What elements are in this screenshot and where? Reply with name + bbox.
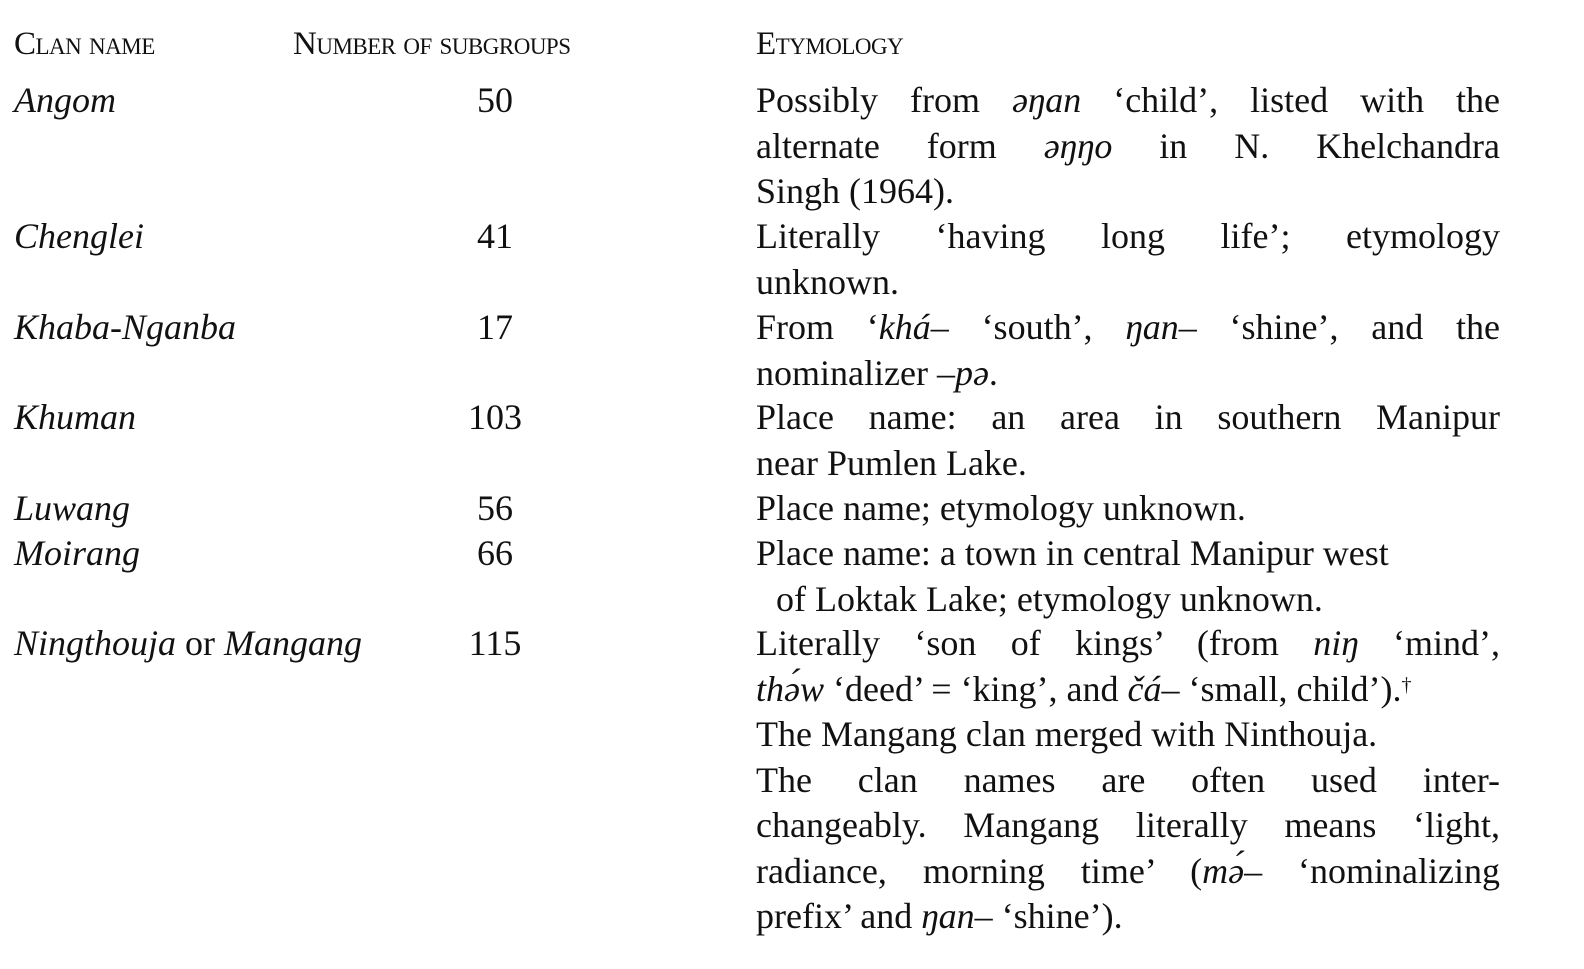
italic-term: ŋan– (1125, 307, 1197, 347)
header-clan-name: Clan name (14, 26, 155, 62)
etymology-cell (756, 214, 1500, 305)
etymology-cell (756, 621, 1500, 940)
italic-term: əŋan (1011, 80, 1082, 120)
etymology-line: The Mangang clan merged with Ninthouja. (756, 714, 1378, 754)
subgroup-count: 66 (477, 533, 513, 573)
etymology-cell (756, 395, 1500, 486)
subgroup-count: 41 (477, 216, 513, 256)
etymology-line: Literally ‘son of kings’ (from niŋ ‘mind’, (756, 623, 1500, 663)
etymology-line: changeably. Mangang literally means ‘light, (756, 805, 1500, 845)
subgroup-count: 56 (477, 488, 513, 528)
etymology-line: The clan names are often used inter- (756, 759, 1500, 800)
etymology-line: Place name: a town in central Manipur west (756, 533, 1389, 573)
italic-term: thə́w (756, 668, 824, 709)
etymology-cell (756, 305, 1500, 396)
header-number-of-subgroups: Number of subgroups (293, 26, 571, 62)
etymology-line: alternate form əŋŋo in N. Khelchandra (756, 125, 1501, 166)
etymology-line: Literally ‘having long life’; etymology (756, 216, 1500, 256)
etymology-line: From ‘khá– ‘south’, ŋan– ‘shine’, and the (756, 307, 1500, 347)
clan-name-text: Luwang (14, 488, 131, 528)
clan-name-text: Angom (14, 80, 116, 120)
etymology-line: prefix’ and ŋan– ‘shine’). (756, 896, 1123, 936)
clan-name (14, 531, 140, 576)
etymology-line: thə́w ‘deed’ = ‘king’, and čá– ‘small, child’).† (756, 668, 1412, 709)
etymology-line: radiance, morning time’ (mə́– ‘nominalizing (756, 850, 1500, 891)
italic-term: əŋŋo (1043, 125, 1113, 166)
clan-name (14, 486, 130, 531)
clan-name (14, 78, 116, 123)
subgroup-count: 17 (477, 307, 513, 347)
etymology-line: near Pumlen Lake. (756, 442, 1027, 483)
etymology-line: Place name; etymology unknown. (756, 488, 1246, 528)
clan-name-text: Moirang (14, 533, 140, 573)
subgroup-count: 115 (468, 623, 522, 663)
italic-term: khá– (878, 307, 949, 347)
italic-term: čá– (1127, 668, 1180, 709)
italic-term: mə́– (1202, 850, 1263, 891)
subgroup-count: 50 (477, 80, 513, 120)
etymology-line: unknown. (756, 261, 899, 302)
etymology-cell (756, 486, 1500, 532)
clan-name (14, 214, 144, 259)
etymology-line: Singh (1964). (756, 171, 954, 211)
clan-name (14, 305, 236, 350)
etymology-line: Possibly from əŋan ‘child’, listed with the (756, 80, 1501, 120)
etymology-line: Place name: an area in southern Manipur (756, 397, 1500, 437)
subgroup-count: 103 (468, 397, 522, 437)
italic-term: –pə (936, 352, 989, 393)
etymology-line: nominalizer –pə. (756, 352, 998, 393)
etymology-cell (756, 78, 1500, 215)
clan-name-text: Chenglei (14, 216, 144, 256)
footnote-dagger: † (1401, 673, 1412, 696)
clan-name-text: Khaba-Nganba (14, 307, 237, 347)
clan-name-text: Khuman (14, 397, 137, 437)
italic-term: ŋan– (921, 896, 993, 936)
etymology-line: of Loktak Lake; etymology unknown. (776, 578, 1323, 619)
clan-name (14, 395, 136, 440)
italic-term: Mangang (224, 623, 363, 663)
italic-term: Ningthouja (14, 623, 177, 663)
etymology-cell (756, 531, 1500, 622)
italic-term: niŋ (1313, 623, 1359, 663)
header-etymology: Etymology (756, 26, 904, 62)
clan-name: Ningthouja or Mangang (14, 623, 363, 663)
